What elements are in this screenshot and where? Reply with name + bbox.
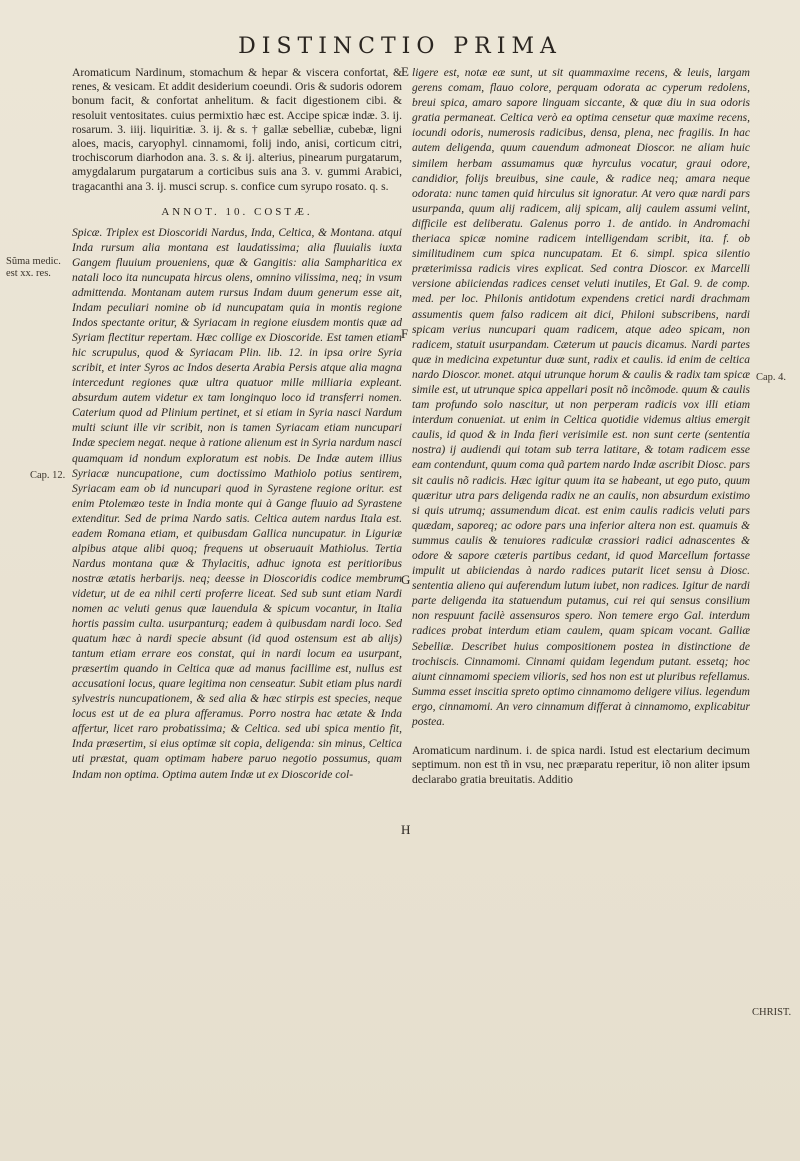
margin-note-summa: Sũma medic. est xx. res. — [6, 256, 61, 279]
section-letter-f: F — [401, 326, 409, 341]
section-letter-h: H — [401, 822, 411, 837]
margin-note-christ: CHRIST. — [752, 1007, 792, 1018]
page-heading: DISTINCTIO PRIMA — [238, 34, 562, 59]
section-letter-e: E — [401, 64, 409, 79]
margin-note-cap-4: Cap. 4. — [756, 372, 787, 383]
recipe-paragraph: Aromaticum Nardinum, stomachum & hepar & viscera confortat, & renes, & vesicam. Et addit desiderium coeundi. Oris & sudoris odorem bonum facit, & confortat anhelitum. & facit digestionem cibi. & resoluit ventositates. cuius permixtio hæc est. Accipe spicæ indæ. 3. ij. rosarum. 3. iiij. liquiritiæ. 3. ij. & s. † gallæ sebelliæ, cubebæ, ligni aloes, macis, caryophyl. cinnamomi, folij indo, anisi, corticum citri, trochiscorum diarhodon ana. 3. s. & ij. alterius, pinearum purgatarum, amygdalarum purgatarum a corticibus suis ana 3. v. gummi Arabici, tragacanthi ana 3. ij. musci scrup. s. confice cum syrupo rosato. q. s. — [72, 66, 402, 193]
left-commentary: Spicæ. Triplex est Dioscoridi Nardus, Inda, Celtica, & Montana. atqui Inda rursum alia montana est laudatissima; alia fluuialis iuxta Gangem fluuium proueniens, quæ & Gangitis: alia Sampharitica ex natali loco ita nuncupata hircus olens, omnino vilissima, neq; in vsum admittenda. Montanam autem rursus Indam duum generum esse ait, Indam peculiari nomine ob id nuncupatam quia in montis regione Indos spectante oritur, & Syriacam in regione eiusdem montis quæ ad Syriam flectitur repertam. Hæc collige ex Dioscoride. Est tamen etiam hic scrupulus, quod & Syriacam Plin. lib. 12. in ipsa orire Syria scribit, et inter Syros ac Indos deserta Arabia Persis atque alia magna intercedunt regiones quæ ultra quatuor mille milliaria expleant. absurdum autem videtur ex tam longinquo loco id transferri nomen. Caterium quod ad Plinium pertinet, et si etiam in Syria nasci Nardum multi sciunt ille vir scribit, non is tamen Syriacam etiam nuncupari Indæ speciem negat. neque à ratione alienum est in Syria nardum nasci quamquam id nondum exploratum est nobis. De Indæ autem illius Syriacæ nuncupatione, cum doctissimo Mathiolo potius sentirem, Syriacam eam ob id nuncupari quod in Syrastene regione oritur. est enim Ptolemæo teste in India monte qui à Gange fluuio ad Syrastene extenditur. Sed de prima Nardo satis. Celtica autem nardus Itala est. eadem Romana etiam, et quibusdam Gallica nuncupatur. in Liguriæ alpibus atque alibi quoq; frequens ut obseruauit Mathiolus. Tertia Nardus montana quæ & Thylacitis, adhuc ignota est peritioribus nostræ ætatis herbarijs. neq; deesse in Dioscoridis codice membrum videtur, ut de ea nihil certi proferre liceat. Sed sub sunt etiam Nardi nomen ac veluti genus quæ lauendula & spicum vocantur, in Italia hortis passim culta. usurpanturq; eadem à quibusdam nardi loco. Sed quatum hæc à nardi specie absunt (id quod ostensum est ab alijs) tantum etiam errare eos constat, qui in nardi locum ea usurpant, præsertim quando in Celtica quæ ad manus facillime est, nullus est accusationi locus, quare legitima non censeatur. Subit etiam plus nardi sylvestris nuncupationem, & sed alia & hæc stirpis est species, neque locus est ut de ea plura afferamus. Porro nostra hac ætate & Inda affertur, licet raro probatissima; & Celtica. sed ubi spica mentio fit, Inda præsertim, si eius optimæ sit copia, deligenda: sin minus, Celtica uti præstat, quam optimam habere paruo negotio possumus, quam Indam non optima. Optima autem Indæ ut ex Dioscoride col- — [72, 226, 402, 781]
section-letter-g: G — [401, 572, 411, 587]
right-commentary: ligere est, notæ eæ sunt, ut sit quammaxime recens, & leuis, largam gerens comam, flauo colore, perquam odorata ac cyperum redolens, breui spica, amaro sapore linguam siccante, & quæ diu in sua odoris gratia permaneat. Celtica verò ea optima censetur quæ maxime recens, iocundi odoris, numerosis radicibus, densa, plena, nec fragilis. In hac autem deligenda, quum cauendum admoneat Dioscor. ne aliam huic similem herbam assumamus quæ hyrculus vocatur, graui odore, candidior, folijs breuibus, sine caule, & radice neq; amara neque odorata: nunc tamen quid hirculus sit ignoratur. At vero quæ nardi pars usurpanda, quum alij radicem, alij spicam, alij caulem assumi velint, difficile est deliberatu. Galenus porro 1. de antido. in Andromachi theriaca spicæ nomine radicem intelligendam scribit, ita. f. ob similitudinem cum spica nuncupatam. Et 6. simpl. spica silentio præterimissa radicis vires explicat. Sed contra Dioscor. ex Marcelli versione abiiciendas radices censet veluti inutiles, Et Gal. 9. de comp. med. per loc. Philonis antidotum expendens cretici nardi drachmam assumentis quem falso radicem ait dici, Philoni subscribens, nardi spicam verius nuncupari quam radicem, atque adeo spicam, non radicem, statuit usurpandam. Cæterum ut paucis dicamus. Nardi partes quæ in medicina expetuntur duæ sunt, radix et caulis. id enim de celtica nardo Dioscor. monet. atqui utrunque horum & caulis & radix tam spicæ simile est, ut utrunque spica appellari posit nõ incõmode. quum & caulis tam profundo solo nascitur, ut non perperam radicis vox illi etiam interdum conueniat. ut enim in Celtica quotidie videmus altius emergit caulis, id quod & in Inda fieri verisimile est. non sunt certe (sententia nostra) ij audiendi qui totam sub terra latitare, & totam radicem esse eam contendunt, quum coma quã partem nardo Indæ ascribit Diosc. pars sit caulis nõ radicis. Hæc igitur quum ita se habeant, ut ego puto, quum quæritur utra pars deligenda radix ne an caulis, non absurdum existimo si quis utrumq; assumendum dicat. est enim caulis radicis veluti pars quædam, saporeq; ac odore pars una inferior altera non est. quamuis & summus caulis & tenuiores radiculæ crassiori radici adnascentes & odore & sapore cæteris partibus cedant, id quod Marcellum fortasse impulit ut abiiciendas à nardo radices putarit licet sensu à Diosc. sententia alieno qui auferendum lutum iubet, non radices. Igitur de nardi parte deligenda ita statuendum putamus, cui rei qui sensus consilium non respuunt facilè assensuros spero. Non temere ergo Gal. interdum radices probat interdum etiam caulem, quam spicam vocant. Galliæ Sebelliæ. Describet huius compositionem postea in distinctione de trochiscis. Cinnamomi. Cinnami quidam legendum putant. essetq; hoc aiunt cinnamomi speciem vilioris, sed hos non est ut pluribus refellamus. Summa esset inscitia spreto optimo cinnamomo deligere vilius. legendum ergo, cinnamomi. An vero cinnamum differat à cinnamomo, explicabitur postea. — [412, 67, 750, 729]
margin-note-cap-12: Cap. 12. — [30, 470, 66, 481]
right-column — [412, 66, 750, 787]
left-column — [72, 66, 402, 783]
annotation-heading: ANNOT. 10. COSTÆ. — [161, 205, 313, 218]
closing-paragraph: Aromaticum nardinum. i. de spica nardi. Istud est electarium decimum septimum. non est tñ in vsu, nec præparatu reperitur, iõ non aliter ipsum declarabo gratia breuitatis. Additio — [412, 744, 750, 786]
